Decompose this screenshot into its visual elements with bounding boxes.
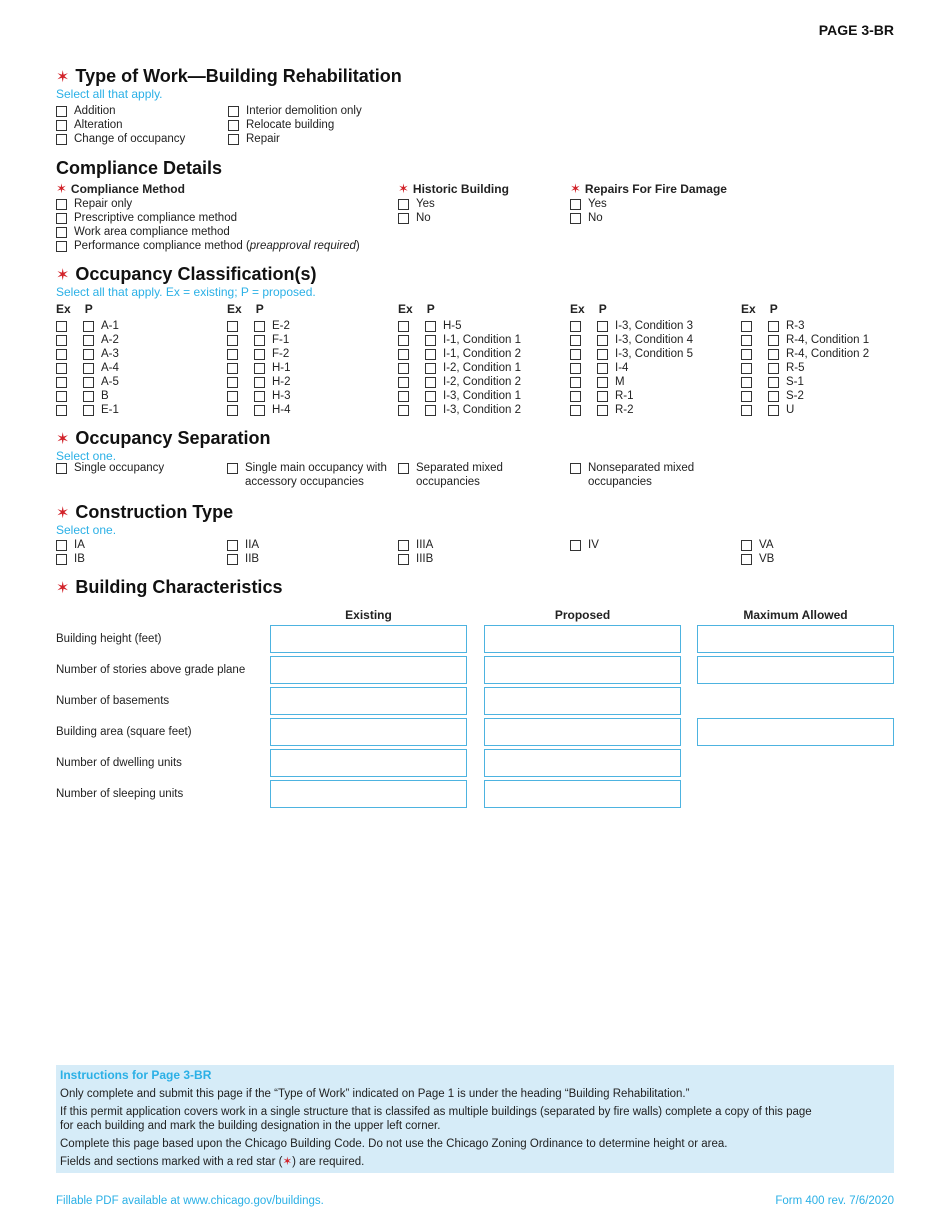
occupancy-class-row (741, 333, 869, 347)
proposed-checkbox[interactable] (597, 391, 608, 402)
p-label: P (769, 302, 778, 316)
existing-checkbox[interactable] (227, 321, 238, 332)
p-label: P (84, 302, 93, 316)
occupancy-class-row (56, 347, 119, 361)
checkbox[interactable] (398, 199, 409, 210)
occupancy-class-row (398, 319, 521, 333)
construction-option[interactable]: IIB (227, 552, 259, 566)
existing-checkbox[interactable] (741, 363, 752, 374)
proposed-checkbox[interactable] (83, 321, 94, 332)
row-label: Building height (feet) (56, 633, 162, 645)
construction-option[interactable]: IB (56, 552, 85, 566)
checkbox[interactable] (56, 241, 67, 252)
occupancy-code: F-1 (272, 334, 290, 346)
height-max-field[interactable] (697, 625, 894, 653)
occupancy-class-row (570, 347, 693, 361)
occupancy-code: I-3, Condition 2 (443, 404, 521, 416)
occupancy-sep-option[interactable]: Nonseparated mixed occupancies (570, 462, 694, 490)
checkbox[interactable] (398, 540, 409, 551)
checkbox[interactable] (56, 463, 67, 474)
type-of-work-hint: Select all that apply. (56, 87, 163, 101)
ex-p-header (741, 302, 778, 316)
occupancy-class-row (570, 333, 693, 347)
area-existing-field[interactable] (270, 718, 467, 746)
construction-option[interactable]: IV (570, 538, 599, 552)
occupancy-code: I-1, Condition 1 (443, 334, 521, 346)
occupancy-sep-option[interactable]: Single main occupancy with accessory occupancies (227, 462, 387, 490)
checkbox[interactable] (56, 134, 67, 145)
occupancy-class-row (741, 389, 869, 403)
required-star-icon: ✶ (56, 267, 70, 284)
existing-checkbox[interactable] (570, 335, 581, 346)
existing-checkbox[interactable] (398, 363, 409, 374)
existing-checkbox[interactable] (227, 363, 238, 374)
area-proposed-field[interactable] (484, 718, 681, 746)
proposed-checkbox[interactable] (254, 335, 265, 346)
proposed-checkbox[interactable] (83, 391, 94, 402)
occupancy-code: H-4 (272, 404, 291, 416)
proposed-checkbox[interactable] (768, 405, 779, 416)
existing-checkbox[interactable] (570, 321, 581, 332)
occupancy-class-row (56, 319, 119, 333)
instructions-p2: If this permit application covers work in a single structure that is classifed as multiple buildings (separated by fire walls) complete a copy of this page for each building and mark the building designation in the upper left corner. (60, 1106, 812, 1132)
required-star-icon: ✶ (282, 1156, 293, 1168)
occupancy-code: F-2 (272, 348, 290, 360)
occupancy-code: I-2, Condition 1 (443, 362, 521, 374)
checkbox[interactable] (570, 540, 581, 551)
checkbox[interactable] (228, 120, 239, 131)
ex-p-header (570, 302, 607, 316)
checkbox[interactable] (56, 106, 67, 117)
stories-existing-field[interactable] (270, 656, 467, 684)
occupancy-code: I-3, Condition 4 (615, 334, 693, 346)
proposed-checkbox[interactable] (254, 391, 265, 402)
fire-yes[interactable]: Yes (570, 198, 607, 212)
proposed-checkbox[interactable] (597, 321, 608, 332)
checkbox[interactable] (56, 213, 67, 224)
existing-checkbox[interactable] (227, 349, 238, 360)
p-label: P (598, 302, 607, 316)
occupancy-class-row (56, 403, 119, 417)
historic-yes[interactable]: Yes (398, 198, 435, 212)
occupancy-class-row (570, 403, 693, 417)
type-of-work-title: Type of Work—Building Rehabilitation (75, 66, 402, 86)
occupancy-class-col (570, 319, 693, 417)
occupancy-code: H-3 (272, 390, 291, 402)
proposed-checkbox[interactable] (83, 405, 94, 416)
occupancy-code: S-2 (786, 390, 804, 402)
occupancy-class-row (570, 319, 693, 333)
area-max-field[interactable] (697, 718, 894, 746)
proposed-checkbox[interactable] (768, 349, 779, 360)
occupancy-code: I-2, Condition 2 (443, 376, 521, 388)
occupancy-class-col (398, 319, 521, 417)
existing-checkbox[interactable] (398, 405, 409, 416)
proposed-checkbox[interactable] (597, 363, 608, 374)
occupancy-class-row (570, 375, 693, 389)
stories-max-field[interactable] (697, 656, 894, 684)
occupancy-code: I-4 (615, 362, 629, 374)
occupancy-code: R-4, Condition 1 (786, 334, 870, 346)
type-of-work-option[interactable]: Change of occupancy (56, 133, 185, 147)
occupancy-class-row (741, 347, 869, 361)
existing-checkbox[interactable] (741, 349, 752, 360)
checkbox[interactable] (56, 540, 67, 551)
occupancy-code: H-2 (272, 376, 291, 388)
historic-building-heading: ✶ Historic Building (398, 181, 509, 196)
existing-checkbox[interactable] (570, 391, 581, 402)
instructions-p4: Fields and sections marked with a red star (✶) are required. (60, 1156, 365, 1168)
proposed-checkbox[interactable] (768, 391, 779, 402)
existing-checkbox[interactable] (570, 363, 581, 374)
occupancy-code: R-4, Condition 2 (786, 348, 870, 360)
occupancy-class-row (227, 403, 291, 417)
proposed-checkbox[interactable] (768, 363, 779, 374)
occupancy-class-row (398, 347, 521, 361)
row-label: Number of basements (56, 695, 170, 707)
construction-option[interactable]: IIIB (398, 552, 433, 566)
type-of-work-option[interactable]: Interior demolition only (228, 105, 362, 119)
col-proposed-header: Proposed (554, 608, 611, 622)
p-label: P (426, 302, 435, 316)
basements-existing-field[interactable] (270, 687, 467, 715)
proposed-checkbox[interactable] (425, 363, 436, 374)
occupancy-class-col (741, 319, 869, 417)
occupancy-class-row (398, 361, 521, 375)
required-star-icon: ✶ (56, 505, 70, 522)
page-label: PAGE 3-BR (818, 22, 894, 38)
checkbox[interactable] (228, 134, 239, 145)
proposed-checkbox[interactable] (597, 377, 608, 388)
occupancy-class-row (398, 333, 521, 347)
col-max-header: Maximum Allowed (743, 608, 848, 622)
stories-proposed-field[interactable] (484, 656, 681, 684)
proposed-checkbox[interactable] (768, 377, 779, 388)
required-star-icon: ✶ (398, 181, 409, 196)
checkbox[interactable] (398, 463, 409, 474)
type-of-work-col1 (56, 105, 185, 147)
historic-building-options (398, 198, 435, 226)
proposed-checkbox[interactable] (83, 349, 94, 360)
occupancy-class-row (227, 319, 291, 333)
required-star-icon: ✶ (56, 580, 70, 597)
occupancy-code: A-4 (101, 362, 119, 374)
proposed-checkbox[interactable] (768, 321, 779, 332)
occupancy-class-row (741, 361, 869, 375)
compliance-method-options (56, 198, 360, 254)
proposed-checkbox[interactable] (254, 405, 265, 416)
existing-checkbox[interactable] (56, 349, 67, 360)
occupancy-code: R-1 (615, 390, 634, 402)
checkbox[interactable] (56, 120, 67, 131)
occupancy-code: R-3 (786, 320, 805, 332)
checkbox[interactable] (227, 540, 238, 551)
occupancy-class-row (227, 347, 291, 361)
proposed-checkbox[interactable] (254, 363, 265, 374)
existing-checkbox[interactable] (227, 377, 238, 388)
construction-option[interactable]: VB (741, 552, 774, 566)
occupancy-class-row (56, 375, 119, 389)
dwelling-proposed-field[interactable] (484, 749, 681, 777)
construction-option[interactable]: VA (741, 538, 774, 552)
occupancy-code: A-2 (101, 334, 119, 346)
checkbox[interactable] (741, 554, 752, 565)
occupancy-code: A-3 (101, 348, 119, 360)
proposed-checkbox[interactable] (83, 335, 94, 346)
sleeping-proposed-field[interactable] (484, 780, 681, 808)
dwelling-existing-field[interactable] (270, 749, 467, 777)
occupancy-code: S-1 (786, 376, 804, 388)
existing-checkbox[interactable] (741, 391, 752, 402)
fire-damage-options (570, 198, 607, 226)
proposed-checkbox[interactable] (254, 377, 265, 388)
type-of-work-option[interactable]: Addition (56, 105, 185, 119)
footer-form-rev: Form 400 rev. 7/6/2020 (775, 1195, 894, 1207)
proposed-checkbox[interactable] (425, 377, 436, 388)
occupancy-class-row (398, 375, 521, 389)
historic-no[interactable]: No (398, 212, 435, 226)
instructions-p1: Only complete and submit this page if the “Type of Work” indicated on Page 1 is under the heading “Building Rehabilitation.” (60, 1088, 690, 1100)
required-star-icon: ✶ (56, 69, 70, 86)
occupancy-code: H-5 (443, 320, 462, 332)
instructions-box (56, 1065, 894, 1173)
compliance-method-option[interactable]: Work area compliance method (56, 226, 360, 240)
proposed-checkbox[interactable] (597, 349, 608, 360)
occupancy-code: R-2 (615, 404, 634, 416)
type-of-work-option[interactable]: Alteration (56, 119, 185, 133)
occupancy-code: I-3, Condition 3 (615, 320, 693, 332)
fire-no[interactable]: No (570, 212, 607, 226)
checkbox[interactable] (741, 540, 752, 551)
occupancy-class-row (741, 403, 869, 417)
occupancy-class-row (398, 389, 521, 403)
required-star-icon: ✶ (56, 431, 70, 448)
existing-checkbox[interactable] (56, 363, 67, 374)
occupancy-class-row (227, 361, 291, 375)
existing-checkbox[interactable] (227, 335, 238, 346)
occupancy-class-row (570, 361, 693, 375)
checkbox[interactable] (227, 554, 238, 565)
construction-section: ✶ Construction Type Select one. (56, 502, 234, 537)
existing-checkbox[interactable] (398, 349, 409, 360)
instructions-title: Instructions for Page 3-BR (60, 1068, 212, 1082)
row-label: Number of sleeping units (56, 788, 184, 800)
compliance-title: Compliance Details (56, 158, 223, 178)
occupancy-code: H-1 (272, 362, 291, 374)
proposed-checkbox[interactable] (83, 363, 94, 374)
footer-pdf-link[interactable]: Fillable PDF available at www.chicago.gov/buildings. (56, 1195, 324, 1207)
instructions-p3: Complete this page based upon the Chicago Building Code. Do not use the Chicago Zoning Ordinance to determine height or area. (60, 1138, 728, 1150)
required-star-icon: ✶ (56, 181, 67, 196)
ex-label: Ex (227, 302, 242, 316)
ex-p-header (398, 302, 435, 316)
proposed-checkbox[interactable] (254, 321, 265, 332)
compliance-method-option[interactable]: Prescriptive compliance method (56, 212, 360, 226)
row-label: Number of dwelling units (56, 757, 182, 769)
checkbox[interactable] (398, 554, 409, 565)
occupancy-sep-section: ✶ Occupancy Separation Select one. (56, 428, 271, 463)
existing-checkbox[interactable] (398, 321, 409, 332)
proposed-checkbox[interactable] (425, 405, 436, 416)
occupancy-code: B (101, 390, 109, 402)
existing-checkbox[interactable] (56, 405, 67, 416)
construction-col (741, 538, 774, 566)
fire-damage-heading: ✶ Repairs For Fire Damage (570, 181, 727, 196)
construction-col (398, 538, 433, 566)
row-label: Number of stories above grade plane (56, 664, 246, 676)
construction-hint: Select one. (56, 523, 117, 537)
occupancy-sep-option[interactable]: Separated mixed occupancies (398, 462, 503, 490)
existing-checkbox[interactable] (227, 405, 238, 416)
p-label: P (255, 302, 264, 316)
occupancy-class-col (227, 319, 291, 417)
type-of-work-option[interactable]: Relocate building (228, 119, 362, 133)
occupancy-class-col (56, 319, 119, 417)
existing-checkbox[interactable] (570, 349, 581, 360)
compliance-method-heading: ✶ Compliance Method (56, 181, 185, 196)
ex-label: Ex (398, 302, 413, 316)
occupancy-code: A-5 (101, 376, 119, 388)
compliance-method-option[interactable]: Repair only (56, 198, 360, 212)
existing-checkbox[interactable] (56, 335, 67, 346)
existing-checkbox[interactable] (570, 405, 581, 416)
type-of-work-col2 (228, 105, 362, 147)
occupancy-code: U (786, 404, 795, 416)
building-char-title: ✶ Building Characteristics (56, 577, 283, 597)
checkbox[interactable] (56, 554, 67, 565)
checkbox[interactable] (227, 463, 238, 474)
checkbox[interactable] (398, 213, 409, 224)
construction-col (570, 538, 599, 552)
occupancy-sep-hint: Select one. (56, 449, 117, 463)
col-existing-header: Existing (345, 608, 392, 622)
construction-option[interactable]: IIA (227, 538, 259, 552)
ex-label: Ex (570, 302, 585, 316)
checkbox[interactable] (570, 463, 581, 474)
occupancy-class-row (570, 389, 693, 403)
occupancy-class-row (227, 375, 291, 389)
occupancy-class-row (741, 319, 869, 333)
checkbox[interactable] (228, 106, 239, 117)
occupancy-code: E-2 (272, 320, 290, 332)
sleeping-existing-field[interactable] (270, 780, 467, 808)
occupancy-code: I-1, Condition 2 (443, 348, 521, 360)
proposed-checkbox[interactable] (254, 349, 265, 360)
checkbox[interactable] (570, 199, 581, 210)
checkbox[interactable] (570, 213, 581, 224)
existing-checkbox[interactable] (570, 377, 581, 388)
ex-label: Ex (56, 302, 71, 316)
proposed-checkbox[interactable] (83, 377, 94, 388)
existing-checkbox[interactable] (398, 377, 409, 388)
occupancy-code: M (615, 376, 625, 388)
existing-checkbox[interactable] (741, 405, 752, 416)
compliance-method-option[interactable]: Performance compliance method ( preapproval required ) (56, 240, 360, 254)
occupancy-class-row (56, 389, 119, 403)
existing-checkbox[interactable] (56, 321, 67, 332)
height-existing-field[interactable] (270, 625, 467, 653)
construction-option[interactable]: IIIA (398, 538, 433, 552)
basements-proposed-field[interactable] (484, 687, 681, 715)
construction-col (56, 538, 85, 566)
proposed-checkbox[interactable] (768, 335, 779, 346)
type-of-work-option[interactable]: Repair (228, 133, 362, 147)
occupancy-sep-option[interactable]: Single occupancy (56, 462, 164, 476)
existing-checkbox[interactable] (398, 391, 409, 402)
ex-p-header (56, 302, 93, 316)
occupancy-class-row (741, 375, 869, 389)
required-star-icon: ✶ (570, 181, 581, 196)
existing-checkbox[interactable] (56, 377, 67, 388)
occupancy-class-section: ✶ Occupancy Classification(s) Select all that apply. Ex = existing; P = proposed. (56, 264, 317, 299)
ex-label: Ex (741, 302, 756, 316)
occupancy-class-row (227, 389, 291, 403)
ex-p-header (227, 302, 264, 316)
occupancy-code: A-1 (101, 320, 119, 332)
proposed-checkbox[interactable] (597, 405, 608, 416)
proposed-checkbox[interactable] (597, 335, 608, 346)
height-proposed-field[interactable] (484, 625, 681, 653)
existing-checkbox[interactable] (398, 335, 409, 346)
proposed-checkbox[interactable] (425, 321, 436, 332)
occupancy-code: I-3, Condition 5 (615, 348, 693, 360)
checkbox[interactable] (56, 199, 67, 210)
proposed-checkbox[interactable] (425, 349, 436, 360)
construction-col (227, 538, 259, 566)
occupancy-class-row (227, 333, 291, 347)
occupancy-class-row (56, 333, 119, 347)
existing-checkbox[interactable] (227, 391, 238, 402)
construction-option[interactable]: IA (56, 538, 85, 552)
occupancy-class-row (56, 361, 119, 375)
occupancy-class-hint: Select all that apply. Ex = existing; P = proposed. (56, 285, 316, 299)
existing-checkbox[interactable] (741, 321, 752, 332)
occupancy-class-row (398, 403, 521, 417)
existing-checkbox[interactable] (741, 335, 752, 346)
occupancy-code: R-5 (786, 362, 805, 374)
existing-checkbox[interactable] (741, 377, 752, 388)
existing-checkbox[interactable] (56, 391, 67, 402)
occupancy-code: I-3, Condition 1 (443, 390, 521, 402)
checkbox[interactable] (56, 227, 67, 238)
row-label: Building area (square feet) (56, 726, 192, 738)
proposed-checkbox[interactable] (425, 335, 436, 346)
type-of-work-section (56, 66, 402, 101)
occupancy-code: E-1 (101, 404, 119, 416)
proposed-checkbox[interactable] (425, 391, 436, 402)
